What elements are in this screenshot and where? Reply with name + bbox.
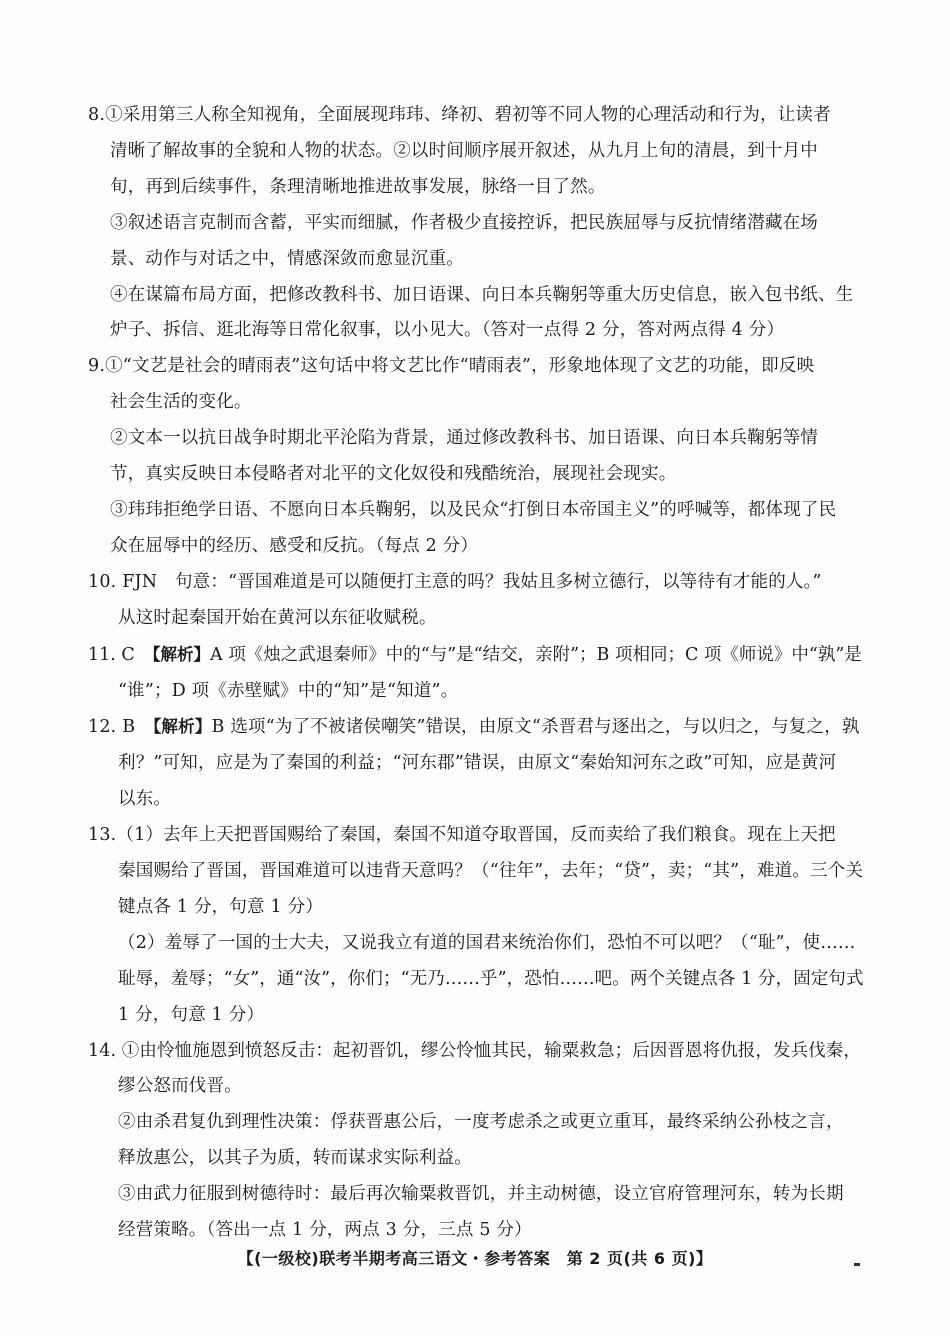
answer-q12 — [88, 709, 864, 818]
answer-content — [88, 98, 864, 1249]
q12-line-1 — [88, 709, 864, 746]
q11-line-2: “谁”；D 项《赤壁赋》中的“知”是“知道”。 — [118, 680, 459, 701]
answer-q14 — [88, 1034, 864, 1249]
answer-q8 — [88, 98, 864, 349]
q13-line-4: （2）羞辱了一国的士大夫，又说我立有道的国君来统治你们，恐怕不可以吧？（“耻”，使…… — [118, 932, 856, 953]
q8-line-1: 8.①采用第三人称全知视角，全面展现玮玮、绛初、碧初等不同人物的心理活动和行为，让读者 — [88, 105, 831, 125]
q9-line-6: 众在屈辱中的经历、感受和反抗。（每点 2 分） — [110, 535, 479, 556]
q8-line-5: 景、动作与对话之中，情感深敛而愈显沉重。 — [110, 248, 464, 269]
q9-line-4: 节，真实反映日本侵略者对北平的文化奴役和残酷统治，展现社会现实。 — [110, 464, 677, 485]
answer-q10 — [88, 565, 864, 637]
q10-line-2: 从这时起秦国开始在黄河以东征收赋税。 — [118, 607, 437, 628]
q8-line-4: ③叙述语言克制而含蓄，平实而细腻，作者极少直接控诉，把民族屈辱与反抗情绪潜藏在场 — [110, 212, 818, 233]
q11-prefix: 11. C — [88, 644, 153, 665]
q9-line-3: ②文本一以抗日战争时期北平沦陷为背景，通过修改教科书、加日语课、向日本兵鞠躬等情 — [110, 428, 818, 449]
page-footer: 【(一级校)联考半期考高三语文・参考答案 第 2 页(共 6 页)】 — [237, 1249, 713, 1268]
answer-q9 — [88, 349, 864, 564]
q14-line-4: 释放惠公，以其子为质，转而谋求实际利益。 — [118, 1148, 472, 1169]
q14-line-2: 缪公怒而伐晋。 — [118, 1076, 242, 1097]
q11-line-1-rest: A 项《烛之武退秦师》中的“与”是“结交，亲附”；B 项相同；C 项《师说》中“孰”是 — [210, 644, 862, 665]
answer-q11 — [88, 637, 864, 710]
q8-line-3: 旬，再到后续事件，条理清晰地推进故事发展，脉络一目了然。 — [110, 176, 606, 197]
q8-line-6: ④在谋篇布局方面，把修改教科书、加日语课、向日本兵鞠躬等重大历史信息，嵌入包书纸、生 — [110, 284, 854, 305]
q9-line-1: 9.①“文艺是社会的晴雨表”这句话中将文艺比作“晴雨表”，形象地体现了文艺的功能，即反映 — [88, 356, 815, 377]
q13-line-3: 键点各 1 分，句意 1 分） — [118, 896, 324, 917]
q10-line-1: 10. FJN 句意：“晋国难道是可以随便打主意的吗？我姑且多树立德行，以等待有才能的人。” — [88, 571, 822, 592]
q8-line-2: 清晰了解故事的全貌和人物的状态。②以时间顺序展开叙述，从九月上旬的清晨，到十月中 — [110, 140, 818, 161]
q12-line-1-rest: B 选项“为了不被诸侯嘲笑”错误，由原文“杀晋君与逐出之，与以归之，与复之，孰 — [211, 717, 860, 738]
q14-line-6: 经营策略。（答出一点 1 分，两点 3 分，三点 5 分） — [118, 1220, 532, 1241]
q12-prefix: 12. B — [88, 717, 153, 738]
q11-line-1 — [88, 637, 864, 674]
analysis-tag: 【解析】 — [152, 644, 211, 664]
q12-line-3: 以东。 — [118, 789, 172, 810]
q14-line-3: ②由杀君复仇到理性决策：俘获晋惠公后，一度考虑杀之或更立重耳，最终采纳公孙枝之言， — [118, 1112, 844, 1133]
analysis-tag: 【解析】 — [152, 717, 212, 737]
q9-line-2: 社会生活的变化。 — [110, 392, 252, 413]
answer-q13 — [88, 818, 864, 1033]
q12-line-2: 利？”可知，应是为了秦国的利益；“河东郡”错误，由原文“秦始知河东之政”可知，应是黄河 — [118, 753, 837, 774]
q13-line-5: 耻辱，羞辱；“女”，通“汝”，你们；“无乃……乎”，恐怕……吧。两个关键点各 1 分，固定句式 — [118, 968, 864, 989]
q14-line-5: ③由武力征服到树德待时：最后再次输粟救晋饥，并主动树德，设立官府管理河东，转为长期 — [118, 1184, 844, 1205]
q13-line-2: 秦国赐给了晋国，晋国难道可以违背天意吗？（“往年”，去年；“贷”，卖；“其”，难道。三个关 — [118, 861, 864, 882]
q8-line-7: 炉子、拆信、逛北海等日常化叙事，以小见大。（答对一点得 2 分，答对两点得 4 分） — [110, 320, 785, 341]
corner-mark — [854, 1263, 860, 1266]
q13-line-1: 13.（1）去年上天把晋国赐给了秦国，秦国不知道夺取晋国，反而卖给了我们粮食。现在上天把 — [88, 825, 836, 846]
q9-line-5: ③玮玮拒绝学日语、不愿向日本兵鞠躬，以及民众“打倒日本帝国主义”的呼喊等，都体现了民 — [110, 499, 837, 520]
q13-line-6: 1 分，句意 1 分） — [118, 1004, 265, 1025]
q14-line-1: 14. ①由怜恤施恩到愤怒反击：起初晋饥，缪公怜恤其民，输粟救急；后因晋恩将仇报，发兵伐秦， — [88, 1040, 861, 1061]
